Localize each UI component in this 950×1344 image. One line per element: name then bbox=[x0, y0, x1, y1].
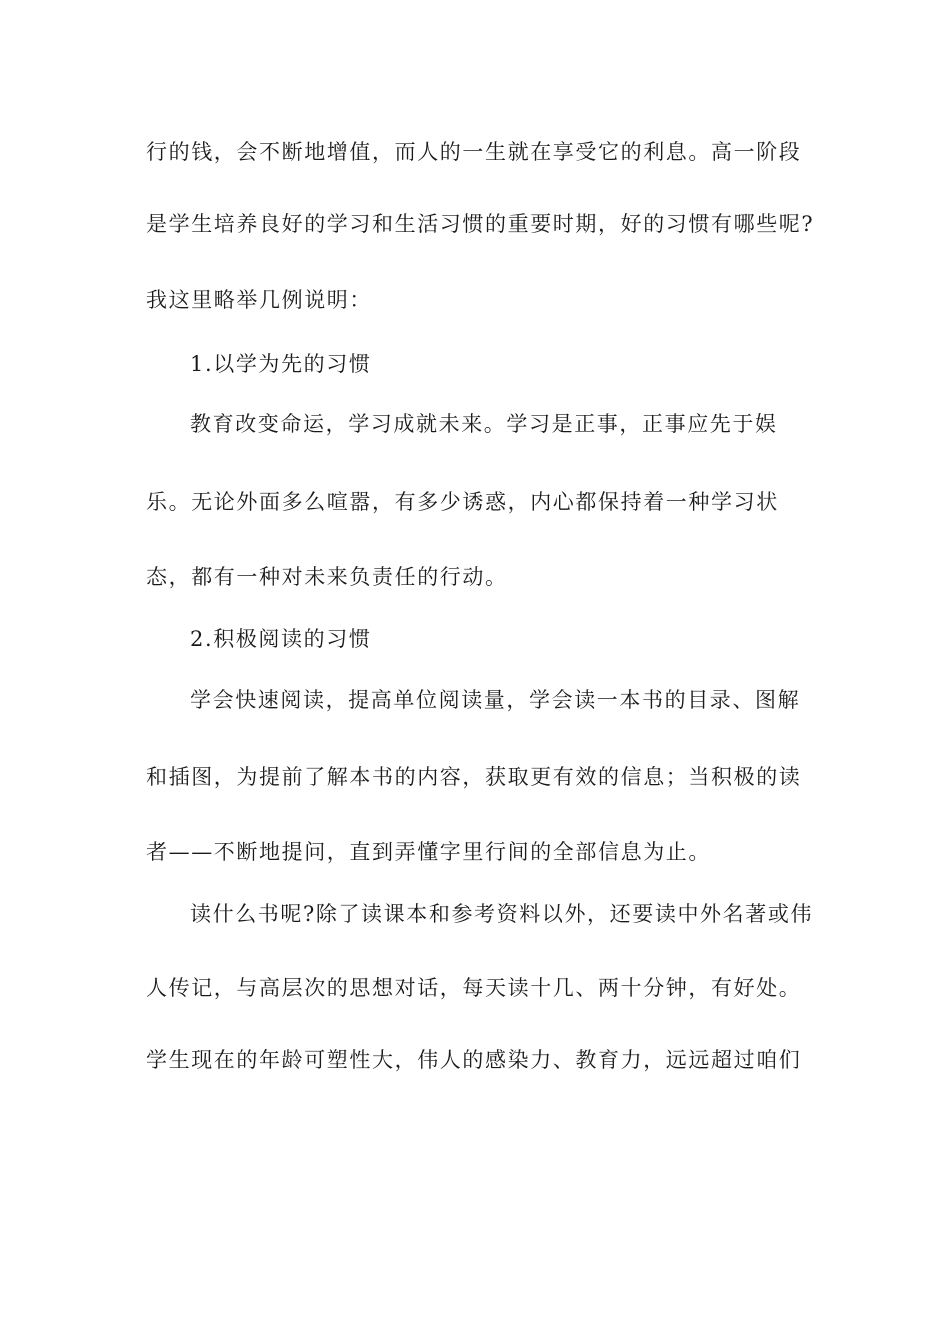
body-text-line: 学会快速阅读，提高单位阅读量，学会读一本书的目录、图解 bbox=[190, 688, 801, 712]
body-text-line: 者——不断地提问，直到弄懂字里行间的全部信息为止。 bbox=[146, 840, 711, 864]
body-text-line: 我这里略举几例说明： bbox=[146, 288, 372, 312]
body-text-line: 是学生培养良好的学习和生活习惯的重要时期，好的习惯有哪些呢? bbox=[146, 212, 815, 236]
body-text-line: 读什么书呢?除了读课本和参考资料以外，还要读中外名著或伟 bbox=[190, 902, 814, 926]
body-text-line: 行的钱，会不断地增值，而人的一生就在享受它的利息。高一阶段 bbox=[146, 140, 802, 164]
section-heading: 2.积极阅读的习惯 bbox=[190, 627, 372, 651]
body-text-line: 乐。无论外面多么喧嚣，有多少诱惑，内心都保持着一种学习状 bbox=[146, 490, 779, 514]
body-text-line: 教育改变命运，学习成就未来。学习是正事，正事应先于娱 bbox=[190, 412, 778, 436]
body-text-line: 人传记，与高层次的思想对话，每天读十几、两十分钟，有好处。 bbox=[146, 976, 802, 1000]
body-text-line: 和插图，为提前了解本书的内容，获取更有效的信息；当积极的读 bbox=[146, 765, 802, 789]
body-text-line: 学生现在的年龄可塑性大，伟人的感染力、教育力，远远超过咱们 bbox=[146, 1048, 802, 1072]
section-heading: 1.以学为先的习惯 bbox=[190, 352, 372, 376]
body-text-line: 态，都有一种对未来负责任的行动。 bbox=[146, 565, 508, 589]
